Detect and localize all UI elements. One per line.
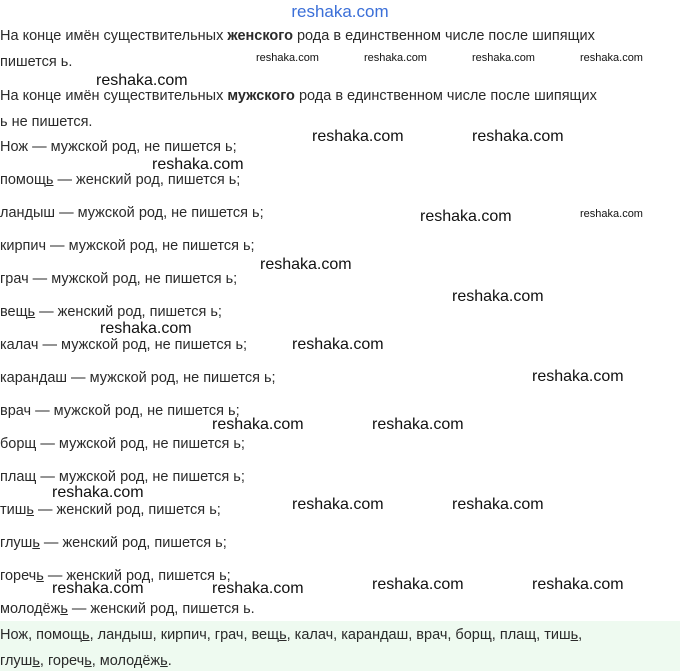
answer-text: . <box>167 653 172 669</box>
watermark-text: reshaka.com <box>152 156 244 173</box>
word-description: — женский род, пишется ь; <box>35 304 222 320</box>
word-description: — мужской род, не пишется ь; <box>46 238 255 254</box>
watermark-text: reshaka.com <box>580 52 643 64</box>
answer-ending: ь <box>84 653 92 669</box>
word-description: — мужской род, не пишется ь; <box>31 403 240 419</box>
watermark-text: reshaka.com <box>420 208 512 225</box>
watermark-text: reshaka.com <box>532 576 624 593</box>
word-item <box>0 137 237 157</box>
watermark-text: reshaka.com <box>580 208 643 220</box>
word-description: — мужской род, не пишется ь; <box>55 205 264 221</box>
word-description: — мужской род, не пишется ь; <box>28 271 238 287</box>
watermark-text: reshaka.com <box>452 496 544 513</box>
answer-line <box>0 625 582 645</box>
word-description: — мужской род, не пишется ь; <box>38 337 248 353</box>
word-stem: ландыш <box>0 205 56 221</box>
answer-text: , гореч <box>39 653 85 669</box>
watermark-text: reshaka.com <box>52 484 144 501</box>
word-item <box>0 599 255 619</box>
word-item <box>0 203 264 223</box>
rule-bold: женского <box>227 28 293 44</box>
word-ending: ь <box>32 535 40 551</box>
answer-text: , калач, карандаш, врач, борщ, плащ, тиш <box>286 627 571 643</box>
word-item <box>0 269 237 289</box>
answer-text: , молодёж <box>91 653 161 669</box>
word-stem: помощ <box>0 172 46 188</box>
word-item <box>0 302 222 322</box>
answer-ending: ь <box>32 653 40 669</box>
word-description: — мужской род, не пишется ь; <box>36 436 245 452</box>
watermark-text: reshaka.com <box>372 576 464 593</box>
site-logo[interactable]: reshaka.com <box>291 2 389 21</box>
word-ending: ь <box>36 568 44 584</box>
answer-text: , ландыш, кирпич, грач, вещ <box>89 627 280 643</box>
rule-text: На конце имён существительных <box>0 88 228 104</box>
word-ending: ь <box>45 172 54 188</box>
word-description: — женский род, пишется ь; <box>53 172 241 188</box>
watermark-text: reshaka.com <box>260 256 352 273</box>
answer-line <box>0 651 172 671</box>
rule-bold: мужского <box>227 88 295 104</box>
word-description: — женский род, пишется ь; <box>39 535 227 551</box>
watermark-text: reshaka.com <box>292 496 384 513</box>
watermark-text: reshaka.com <box>96 72 188 89</box>
watermark-text: reshaka.com <box>532 368 624 385</box>
word-stem: глуш <box>0 535 33 551</box>
word-stem: Нож <box>0 139 29 155</box>
answer-ending: ь <box>570 627 579 643</box>
answer-ending: ь <box>160 653 168 669</box>
rule-masculine-line2: ь не пишется. <box>0 114 93 130</box>
word-stem: вещ <box>0 304 28 320</box>
word-item <box>0 533 227 553</box>
word-stem: калач <box>0 337 39 353</box>
word-item <box>0 500 221 520</box>
rule-text: рода в единственном числе после шипящих <box>294 88 597 104</box>
watermark-text: reshaka.com <box>292 336 384 353</box>
word-description: — женский род, пишется ь; <box>43 568 231 584</box>
word-stem: врач <box>0 403 32 419</box>
watermark-text: reshaka.com <box>212 416 304 433</box>
word-item <box>0 401 240 421</box>
word-ending: ь <box>60 601 68 617</box>
answer-box <box>0 621 680 671</box>
word-item <box>0 236 255 256</box>
watermark-text: reshaka.com <box>256 52 319 64</box>
watermark-text: reshaka.com <box>312 128 404 145</box>
word-stem: тиш <box>0 502 27 518</box>
word-stem: грач <box>0 271 29 287</box>
answer-text: Нож, помощ <box>0 627 83 643</box>
word-item <box>0 335 247 355</box>
watermark-text: reshaka.com <box>100 320 192 337</box>
word-stem: карандаш <box>0 370 68 386</box>
word-description: — женский род, пишется ь. <box>67 601 255 617</box>
word-ending: ь <box>26 502 34 518</box>
watermark-text: reshaka.com <box>452 288 544 305</box>
word-stem: плащ <box>0 469 37 485</box>
word-item <box>0 368 276 388</box>
watermark-text: reshaka.com <box>52 580 144 597</box>
watermark-text: reshaka.com <box>364 52 427 64</box>
word-description: — мужской род, не пишется ь; <box>36 469 245 485</box>
watermark-text: reshaka.com <box>472 128 564 145</box>
answer-ending: ь <box>279 627 287 643</box>
rule-text: На конце имён существительных <box>0 28 228 44</box>
rule-feminine-line2: пишется ь. <box>0 54 73 70</box>
word-stem: борщ <box>0 436 37 452</box>
word-item <box>0 434 245 454</box>
rule-masculine <box>0 86 597 106</box>
answer-text: глуш <box>0 653 33 669</box>
word-description: — женский род, пишется ь; <box>33 502 221 518</box>
word-stem: молодёж <box>0 601 61 617</box>
word-ending: ь <box>27 304 36 320</box>
watermark-text: reshaka.com <box>372 416 464 433</box>
answer-text: , <box>578 627 583 643</box>
word-stem: кирпич <box>0 238 47 254</box>
word-description: — мужской род, не пишется ь; <box>28 139 237 155</box>
word-stem: гореч <box>0 568 37 584</box>
answer-ending: ь <box>82 627 90 643</box>
rule-text: рода в единственном числе после шипящих <box>292 28 595 44</box>
watermark-text: reshaka.com <box>212 580 304 597</box>
watermark-text: reshaka.com <box>472 52 535 64</box>
rule-feminine <box>0 26 595 46</box>
word-description: — мужской род, не пишется ь; <box>67 370 276 386</box>
